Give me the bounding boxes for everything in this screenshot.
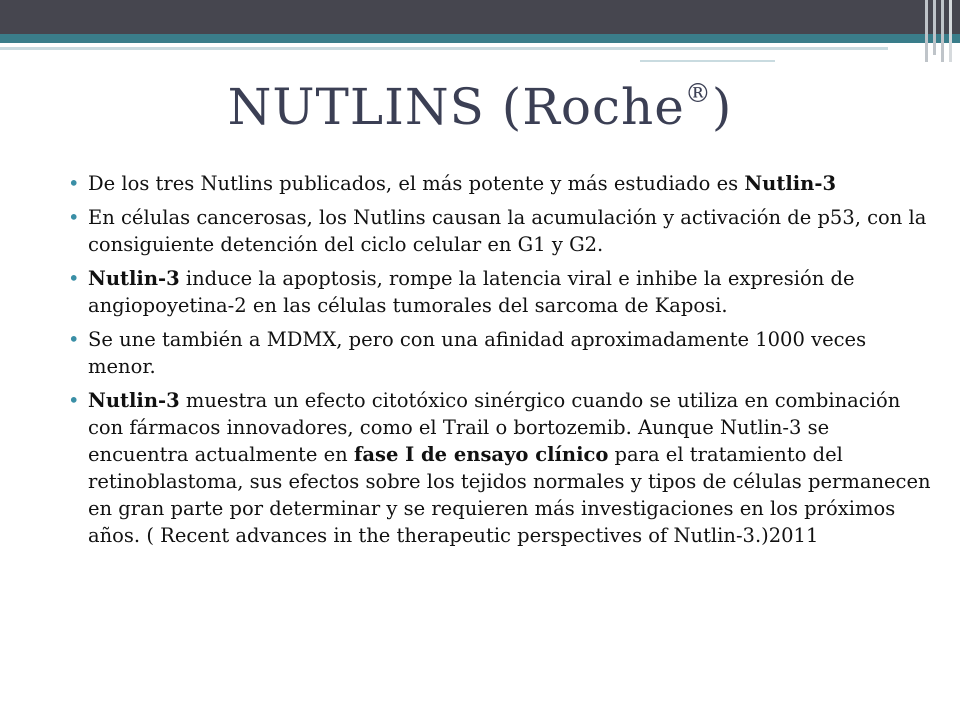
- decorative-bar: [933, 0, 936, 55]
- bullet-text: para el tratamiento del retinoblastoma, sus efectos sobre los tejidos normales y tipos de células permanecen en gran parte por determinar y se requieren más investigaciones en los próximos años. ( Recent advances in the therapeutic perspectives of Nutlin-3.)2011: [88, 443, 931, 547]
- bullet-text: muestra un efecto citotóxico sinérgico cuando se utiliza en combinación con fármacos innovadores, como el Trail o bortozemib. Aunque Nutlin-3 se encuentra actualmente en: [88, 389, 901, 466]
- decorative-bar: [941, 0, 944, 62]
- bullet-item: [72, 265, 932, 319]
- bullet-text: De los tres Nutlins publicados, el más potente y más estudiado es: [88, 172, 745, 195]
- title-close: ): [711, 78, 733, 136]
- bold-text: fase I de ensayo clínico: [353, 443, 609, 466]
- bullet-list: [72, 170, 932, 556]
- bullet-text: induce la apoptosis, rompe la latencia viral e inhibe la expresión de angiopoyetina-2 en las células tumorales del sarcoma de Kaposi.: [88, 267, 855, 317]
- header-band: [0, 0, 960, 34]
- bold-text: Nutlin-3: [88, 267, 180, 290]
- decorative-rule-short: [640, 60, 775, 62]
- bullet-item: [72, 387, 932, 549]
- decorative-bar: [949, 0, 952, 62]
- decorative-bar: [925, 0, 928, 62]
- bullet-text: Se une también a MDMX, pero con una afinidad aproximadamente 1000 veces menor.: [88, 328, 867, 378]
- accent-strip: [0, 34, 960, 43]
- slide-title: [0, 78, 960, 136]
- bold-text: Nutlin-3: [88, 389, 180, 412]
- registered-symbol: ®: [684, 79, 712, 109]
- bold-text: Nutlin-3: [744, 172, 837, 195]
- bullet-item: [72, 170, 932, 197]
- bullet-item: [72, 204, 932, 258]
- bullet-item: [72, 326, 932, 380]
- bullet-text: En células cancerosas, los Nutlins causan la acumulación y activación de p53, con la consiguiente detención del ciclo celular en G1 y G2.: [88, 206, 927, 256]
- title-text: NUTLINS (Roche: [227, 78, 685, 136]
- decorative-rule: [0, 47, 888, 50]
